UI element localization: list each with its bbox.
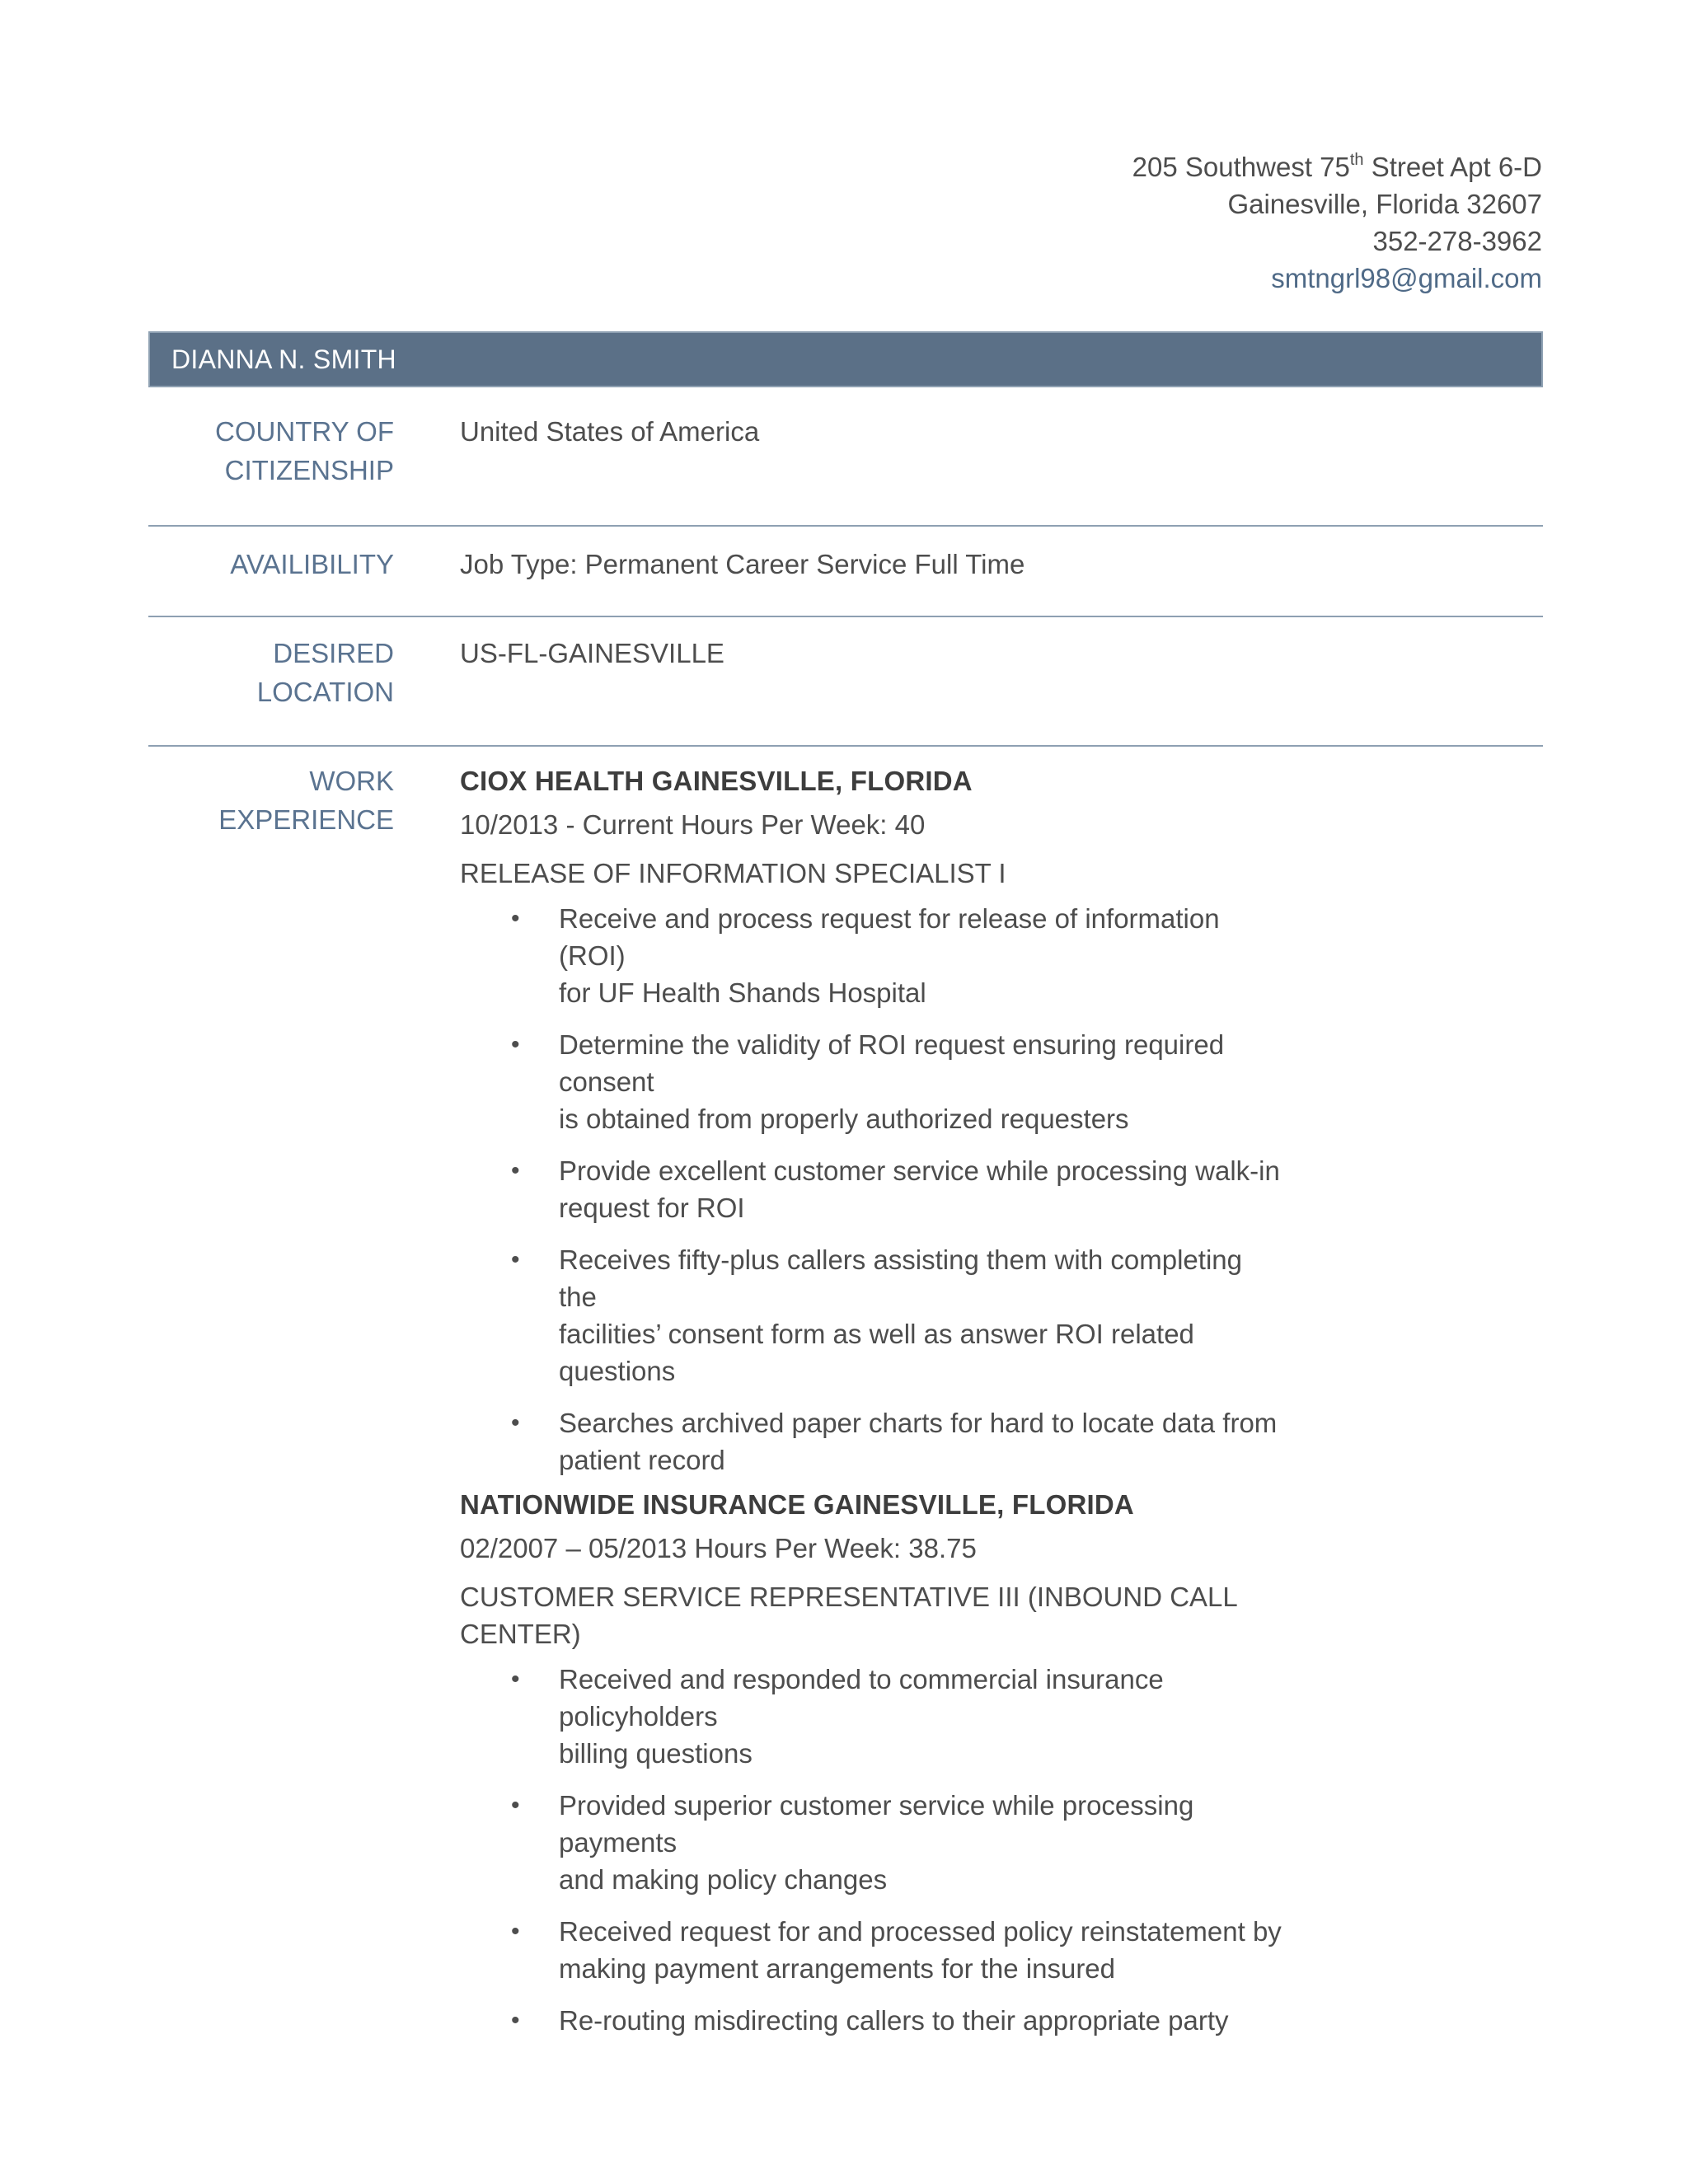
bullet-icon: •	[511, 1792, 520, 1819]
duty-item	[460, 2002, 1284, 2039]
bullet-icon: •	[511, 1409, 520, 1436]
work-experience-label-line1: WORK	[309, 766, 394, 796]
citizenship-label-line2: CITIZENSHIP	[224, 455, 394, 485]
bullet-icon: •	[511, 1246, 520, 1273]
desired-location-label-line2: LOCATION	[256, 677, 394, 707]
citizenship-label-line1: COUNTRY OF	[215, 416, 394, 447]
work-experience-label	[148, 762, 394, 839]
duty-item	[460, 900, 1284, 1011]
duty-line: Re-routing misdirecting callers to their appropriate party	[559, 2005, 1229, 2036]
contact-block	[1132, 148, 1542, 297]
duty-line: facilities’ consent form as well as answer ROI related questions	[559, 1319, 1194, 1386]
bullet-icon: •	[511, 905, 520, 932]
bullet-icon: •	[511, 1031, 520, 1058]
duty-item	[460, 1913, 1284, 1987]
duty-item	[460, 1241, 1284, 1390]
duty-line: making payment arrangements for the insured	[559, 1953, 1116, 1984]
job-title: CUSTOMER SERVICE REPRESENTATIVE III (INBOUND CALL CENTER)	[460, 1582, 1237, 1649]
duty-item	[460, 1661, 1284, 1772]
duty-line: for UF Health Shands Hospital	[559, 977, 926, 1008]
bullet-icon: •	[511, 1157, 520, 1184]
work-experience-content	[460, 762, 1367, 2054]
phone-number: 352-278-3962	[1372, 226, 1542, 256]
duty-list	[460, 900, 1284, 1479]
availability-value: Job Type: Permanent Career Service Full Time	[460, 549, 1025, 579]
address-line-2: Gainesville, Florida 32607	[1227, 189, 1542, 219]
job-employer: NATIONWIDE INSURANCE GAINESVILLE, FLORIDA	[460, 1489, 1134, 1520]
duty-item	[460, 1787, 1284, 1898]
duty-line: and making policy changes	[559, 1864, 888, 1895]
citizenship-value: United States of America	[460, 416, 760, 447]
bullet-icon: •	[511, 2007, 520, 2034]
bullet-icon: •	[511, 1918, 520, 1945]
duty-item	[460, 1026, 1284, 1137]
section-divider	[148, 616, 1543, 617]
duty-line: Received and responded to commercial insurance policyholders	[559, 1664, 1164, 1732]
job-dates: 02/2007 – 05/2013 Hours Per Week: 38.75	[460, 1533, 977, 1563]
bullet-icon: •	[511, 1666, 520, 1693]
job-dates: 10/2013 - Current Hours Per Week: 40	[460, 809, 926, 840]
duty-line: Provided superior customer service while processing payments	[559, 1790, 1194, 1858]
duty-line: Provide excellent customer service while processing walk-in	[559, 1155, 1280, 1186]
desired-location-label-line1: DESIRED	[273, 638, 394, 668]
job-entry	[460, 1485, 1367, 2039]
candidate-name: DIANNA N. SMITH	[171, 344, 396, 374]
duty-list	[460, 1661, 1284, 2039]
job-entry	[460, 762, 1367, 1479]
section-divider	[148, 525, 1543, 527]
name-header-bar	[148, 331, 1543, 387]
duty-item	[460, 1152, 1284, 1226]
address-line-1: 205 Southwest 75th Street Apt 6-D	[1132, 151, 1542, 182]
desired-location-value: US-FL-GAINESVILLE	[460, 638, 724, 668]
desired-location-label	[148, 634, 394, 711]
duty-line: Received request for and processed policy reinstatement by	[559, 1916, 1282, 1947]
duty-line: Receive and process request for release of information (ROI)	[559, 903, 1220, 971]
work-experience-label-line2: EXPERIENCE	[218, 804, 394, 835]
duty-line: is obtained from properly authorized requesters	[559, 1104, 1129, 1134]
section-divider	[148, 745, 1543, 747]
email-link[interactable]: smtngrl98@gmail.com	[1271, 263, 1542, 293]
duty-line: Receives fifty-plus callers assisting them with completing the	[559, 1244, 1242, 1312]
duty-line: patient record	[559, 1445, 725, 1475]
job-employer: CIOX HEALTH GAINESVILLE, FLORIDA	[460, 766, 973, 796]
duty-line: Searches archived paper charts for hard to locate data from	[559, 1408, 1278, 1438]
duty-item	[460, 1404, 1284, 1479]
job-title: RELEASE OF INFORMATION SPECIALIST I	[460, 858, 1006, 888]
duty-line: Determine the validity of ROI request ensuring required consent	[559, 1029, 1225, 1097]
duty-line: billing questions	[559, 1738, 753, 1769]
availability-label: AVAILIBILITY	[230, 549, 394, 579]
duty-line: request for ROI	[559, 1193, 745, 1223]
citizenship-label	[148, 412, 394, 490]
